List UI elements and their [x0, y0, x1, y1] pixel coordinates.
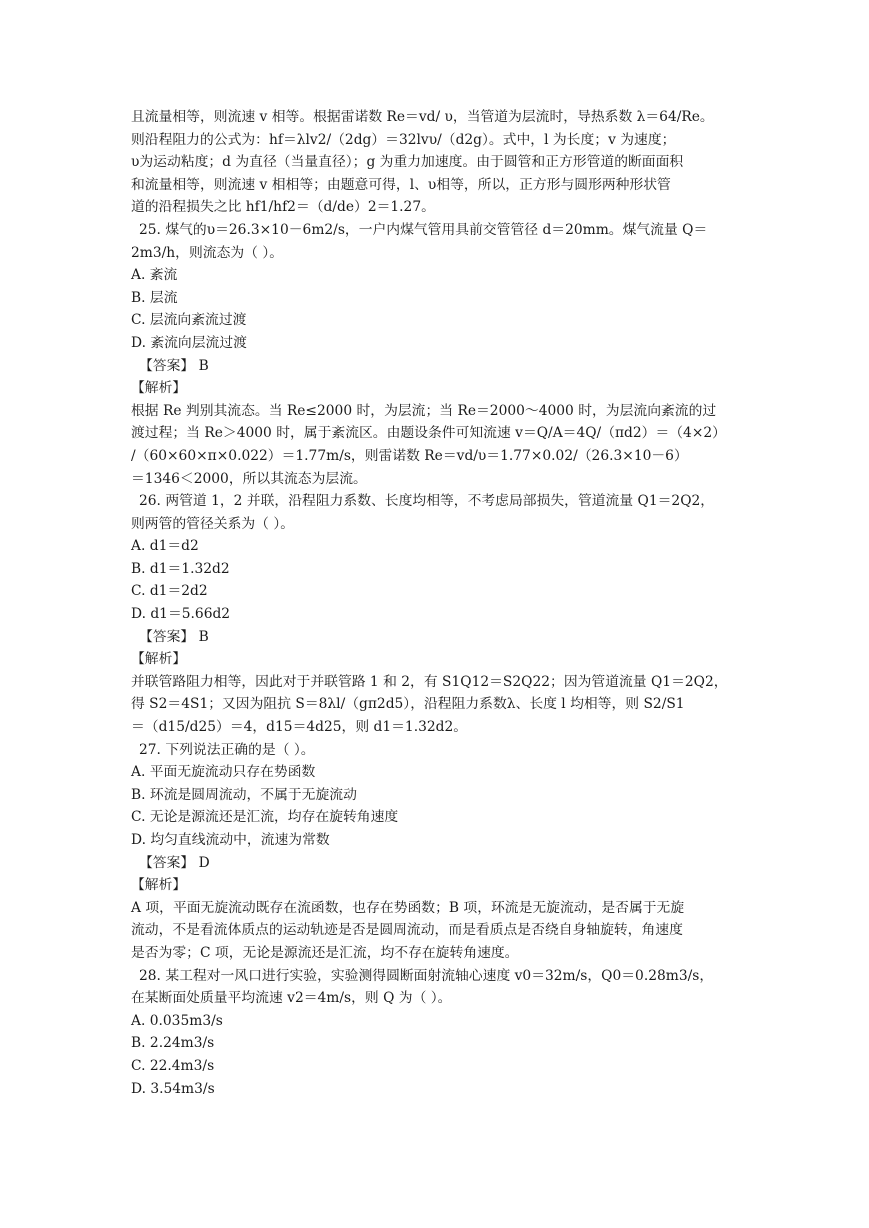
option-d: D. d1＝5.66d2 [131, 606, 231, 623]
intro-paragraph [131, 106, 751, 219]
question-stem: 在某断面处质量平均流速 v2＝4m/s，则 Q 为（ ）。 [131, 990, 452, 1007]
answer-label: 【答案】 D [139, 854, 210, 871]
question-stem: 27. 下列说法正确的是（ ）。 [139, 741, 315, 758]
option-c: C. d1＝2d2 [131, 583, 208, 600]
option-a: A. 平面无旋流动只存在势函数 [131, 764, 316, 781]
analysis-label: 【解析】 [131, 651, 187, 668]
question-25 [131, 219, 751, 490]
analysis-text: /（60×60×π×0.022）＝1.77m/s，则雷诺数 Re＝vd/υ＝1.77×0.02/（26.3×10－6） [131, 447, 688, 464]
text-line: 道的沿程损失之比 hf1/hf2＝（d/de）2＝1.27。 [131, 199, 435, 216]
answer-label: 【答案】 B [139, 628, 209, 645]
analysis-text: 得 S2＝4S1；又因为阻抗 S＝8λl/（gπ2d5），沿程阻力系数λ、长度 l 均相等，则 S2/S1 [131, 696, 685, 713]
option-a: A. 0.035m3/s [131, 1012, 223, 1029]
document-page [131, 106, 751, 1100]
option-c: C. 层流向紊流过渡 [131, 312, 247, 329]
question-stem: 26. 两管道 1，2 并联，沿程阻力系数、长度均相等，不考虑局部损失，管道流量 Q1＝2Q2， [139, 493, 715, 510]
option-b: B. 环流是圆周流动，不属于无旋流动 [131, 786, 357, 803]
answer-label: 【答案】 B [139, 357, 209, 374]
analysis-text: 流动，不是看流体质点的运动轨迹是否是圆周流动，而是看质点是否绕自身轴旋转，角速度 [131, 922, 683, 939]
analysis-text: 并联管路阻力相等，因此对于并联管路 1 和 2，有 S1Q12＝S2Q22；因为管道流量 Q1＝2Q2， [131, 673, 728, 690]
question-stem: 2m3/h，则流态为（ ）。 [131, 244, 284, 261]
option-d: D. 紊流向层流过渡 [131, 334, 247, 351]
analysis-label: 【解析】 [131, 877, 187, 894]
option-c: C. 22.4m3/s [131, 1057, 215, 1074]
option-c: C. 无论是源流还是汇流，均存在旋转角速度 [131, 809, 399, 826]
option-b: B. 2.24m3/s [131, 1035, 215, 1052]
analysis-text: A 项，平面无旋流动既存在流函数，也存在势函数；B 项，环流是无旋流动，是否属于无旋 [131, 899, 685, 916]
analysis-text: ＝（d15/d25）＝4，d15＝4d25，则 d1＝1.32d2。 [131, 719, 468, 736]
question-stem: 28. 某工程对一风口进行实验，实验测得圆断面射流轴心速度 v0＝32m/s，Q0＝0.28m3/s， [139, 967, 714, 984]
option-a: A. d1＝d2 [131, 538, 199, 555]
analysis-text: 是否为零；C 项，无论是源流还是汇流，均不存在旋转角速度。 [131, 944, 519, 961]
question-27 [131, 739, 751, 965]
text-line: υ为运动粘度；d 为直径（当量直径）；g 为重力加速度。由于圆管和正方形管道的断面面积 [131, 154, 684, 171]
text-line: 则沿程阻力的公式为：hf＝λlv2/（2dg）＝32lvυ/（d2g）。式中，l 为长度；v 为速度； [131, 131, 676, 148]
option-d: D. 3.54m3/s [131, 1080, 215, 1097]
question-26 [131, 490, 751, 739]
option-b: B. 层流 [131, 289, 178, 306]
option-d: D. 均匀直线流动中，流速为常数 [131, 832, 330, 848]
question-stem: 则两管的管径关系为（ ）。 [131, 515, 295, 532]
analysis-label: 【解析】 [131, 380, 187, 397]
option-a: A. 紊流 [131, 267, 178, 284]
question-stem: 25. 煤气的υ＝26.3×10－6m2/s，一户内煤气管用具前交管管径 d＝20mm。煤气流量 Q＝ [139, 221, 708, 238]
question-28 [131, 965, 751, 1101]
analysis-text: 根据 Re 判别其流态。当 Re≤2000 时，为层流；当 Re＝2000～4000 时，为层流向紊流的过 [131, 402, 717, 419]
analysis-text: ＝1346＜2000，所以其流态为层流。 [131, 470, 367, 487]
text-line: 和流量相等，则流速 v 相相等；由题意可得，l、υ相等，所以，正方形与圆形两种形状管 [131, 176, 671, 193]
analysis-text: 渡过程；当 Re＞4000 时，属于紊流区。由题设条件可知流速 v＝Q/A＝4Q/（πd2）＝（4×2） [131, 425, 726, 442]
text-line: 且流量相等，则流速 v 相等。根据雷诺数 Re＝vd/ υ，当管道为层流时，导热系数 λ＝64/Re。 [131, 109, 714, 125]
option-b: B. d1＝1.32d2 [131, 560, 230, 577]
